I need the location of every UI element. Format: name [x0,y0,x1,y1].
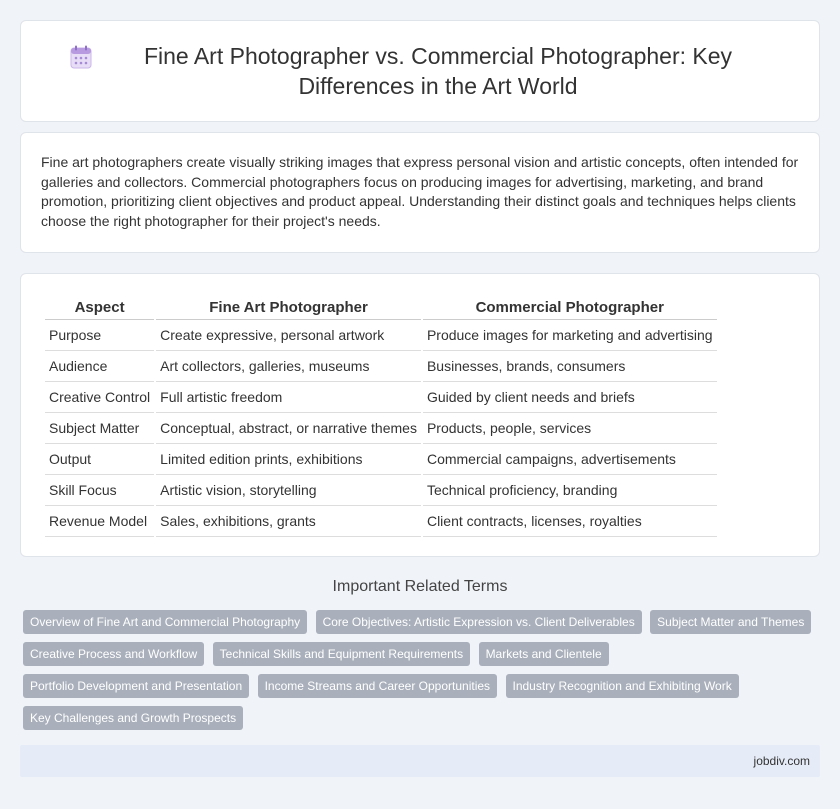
related-term-tag[interactable]: Markets and Clientele [479,642,609,666]
table-cell: Artistic vision, storytelling [156,475,421,506]
related-term-tag[interactable]: Overview of Fine Art and Commercial Photography [23,610,307,634]
title-card [20,20,820,122]
related-terms-list [23,610,823,738]
table-cell: Guided by client needs and briefs [423,382,717,413]
table-cell: Purpose [45,320,154,351]
table-cell: Commercial campaigns, advertisements [423,444,717,475]
table-cell: Subject Matter [45,413,154,444]
table-cell: Produce images for marketing and advertising [423,320,717,351]
table-cell: Limited edition prints, exhibitions [156,444,421,475]
table-row [45,351,717,382]
table-cell: Technical proficiency, branding [423,475,717,506]
table-cell: Businesses, brands, consumers [423,351,717,382]
table-cell: Output [45,444,154,475]
table-row [45,444,717,475]
title-wrap [70,41,770,101]
table-cell: Create expressive, personal artwork [156,320,421,351]
related-term-tag[interactable]: Core Objectives: Artistic Expression vs. Client Deliverables [316,610,642,634]
table-header-fine-art: Fine Art Photographer [156,294,421,320]
related-term-tag[interactable]: Portfolio Development and Presentation [23,674,249,698]
table-cell: Client contracts, licenses, royalties [423,506,717,537]
table-row [45,506,717,537]
related-term-tag[interactable]: Key Challenges and Growth Prospects [23,706,243,730]
table-header-aspect: Aspect [45,294,154,320]
related-term-tag[interactable]: Creative Process and Workflow [23,642,204,666]
related-term-tag[interactable]: Industry Recognition and Exhibiting Work [506,674,739,698]
table-cell: Products, people, services [423,413,717,444]
intro-text: Fine art photographers create visually striking images that express personal vision and artistic concepts, often intended for galleries and collectors. Commercial photographers focus on producing images for advertising, marketing, and brand promotion, prioritizing client objectives and product appeal. Understanding their distinct goals and techniques helps clients choose the right photographer for their project's needs. [41,154,799,229]
table-row [45,320,717,351]
table-header-commercial: Commercial Photographer [423,294,717,320]
table-cell: Revenue Model [45,506,154,537]
related-term-tag[interactable]: Technical Skills and Equipment Requirements [213,642,470,666]
related-terms-title: Important Related Terms [332,578,508,595]
page-title: Fine Art Photographer vs. Commercial Photographer: Key Differences in the Art World [143,43,733,99]
table-cell: Sales, exhibitions, grants [156,506,421,537]
calendar-icon [70,45,92,69]
table-cell: Audience [45,351,154,382]
comparison-table [43,294,719,537]
table-row [45,382,717,413]
table-cell: Art collectors, galleries, museums [156,351,421,382]
footer-site-link[interactable]: jobdiv.com [753,754,810,768]
table-cell: Skill Focus [45,475,154,506]
related-term-tag[interactable]: Subject Matter and Themes [650,610,811,634]
intro-card [20,132,820,253]
table-row [45,413,717,444]
related-term-tag[interactable]: Income Streams and Career Opportunities [258,674,497,698]
table-row [45,475,717,506]
table-cell: Conceptual, abstract, or narrative themes [156,413,421,444]
table-cell: Full artistic freedom [156,382,421,413]
table-header-row [45,294,717,320]
table-cell: Creative Control [45,382,154,413]
footer [20,745,820,777]
comparison-table-card [20,273,820,557]
